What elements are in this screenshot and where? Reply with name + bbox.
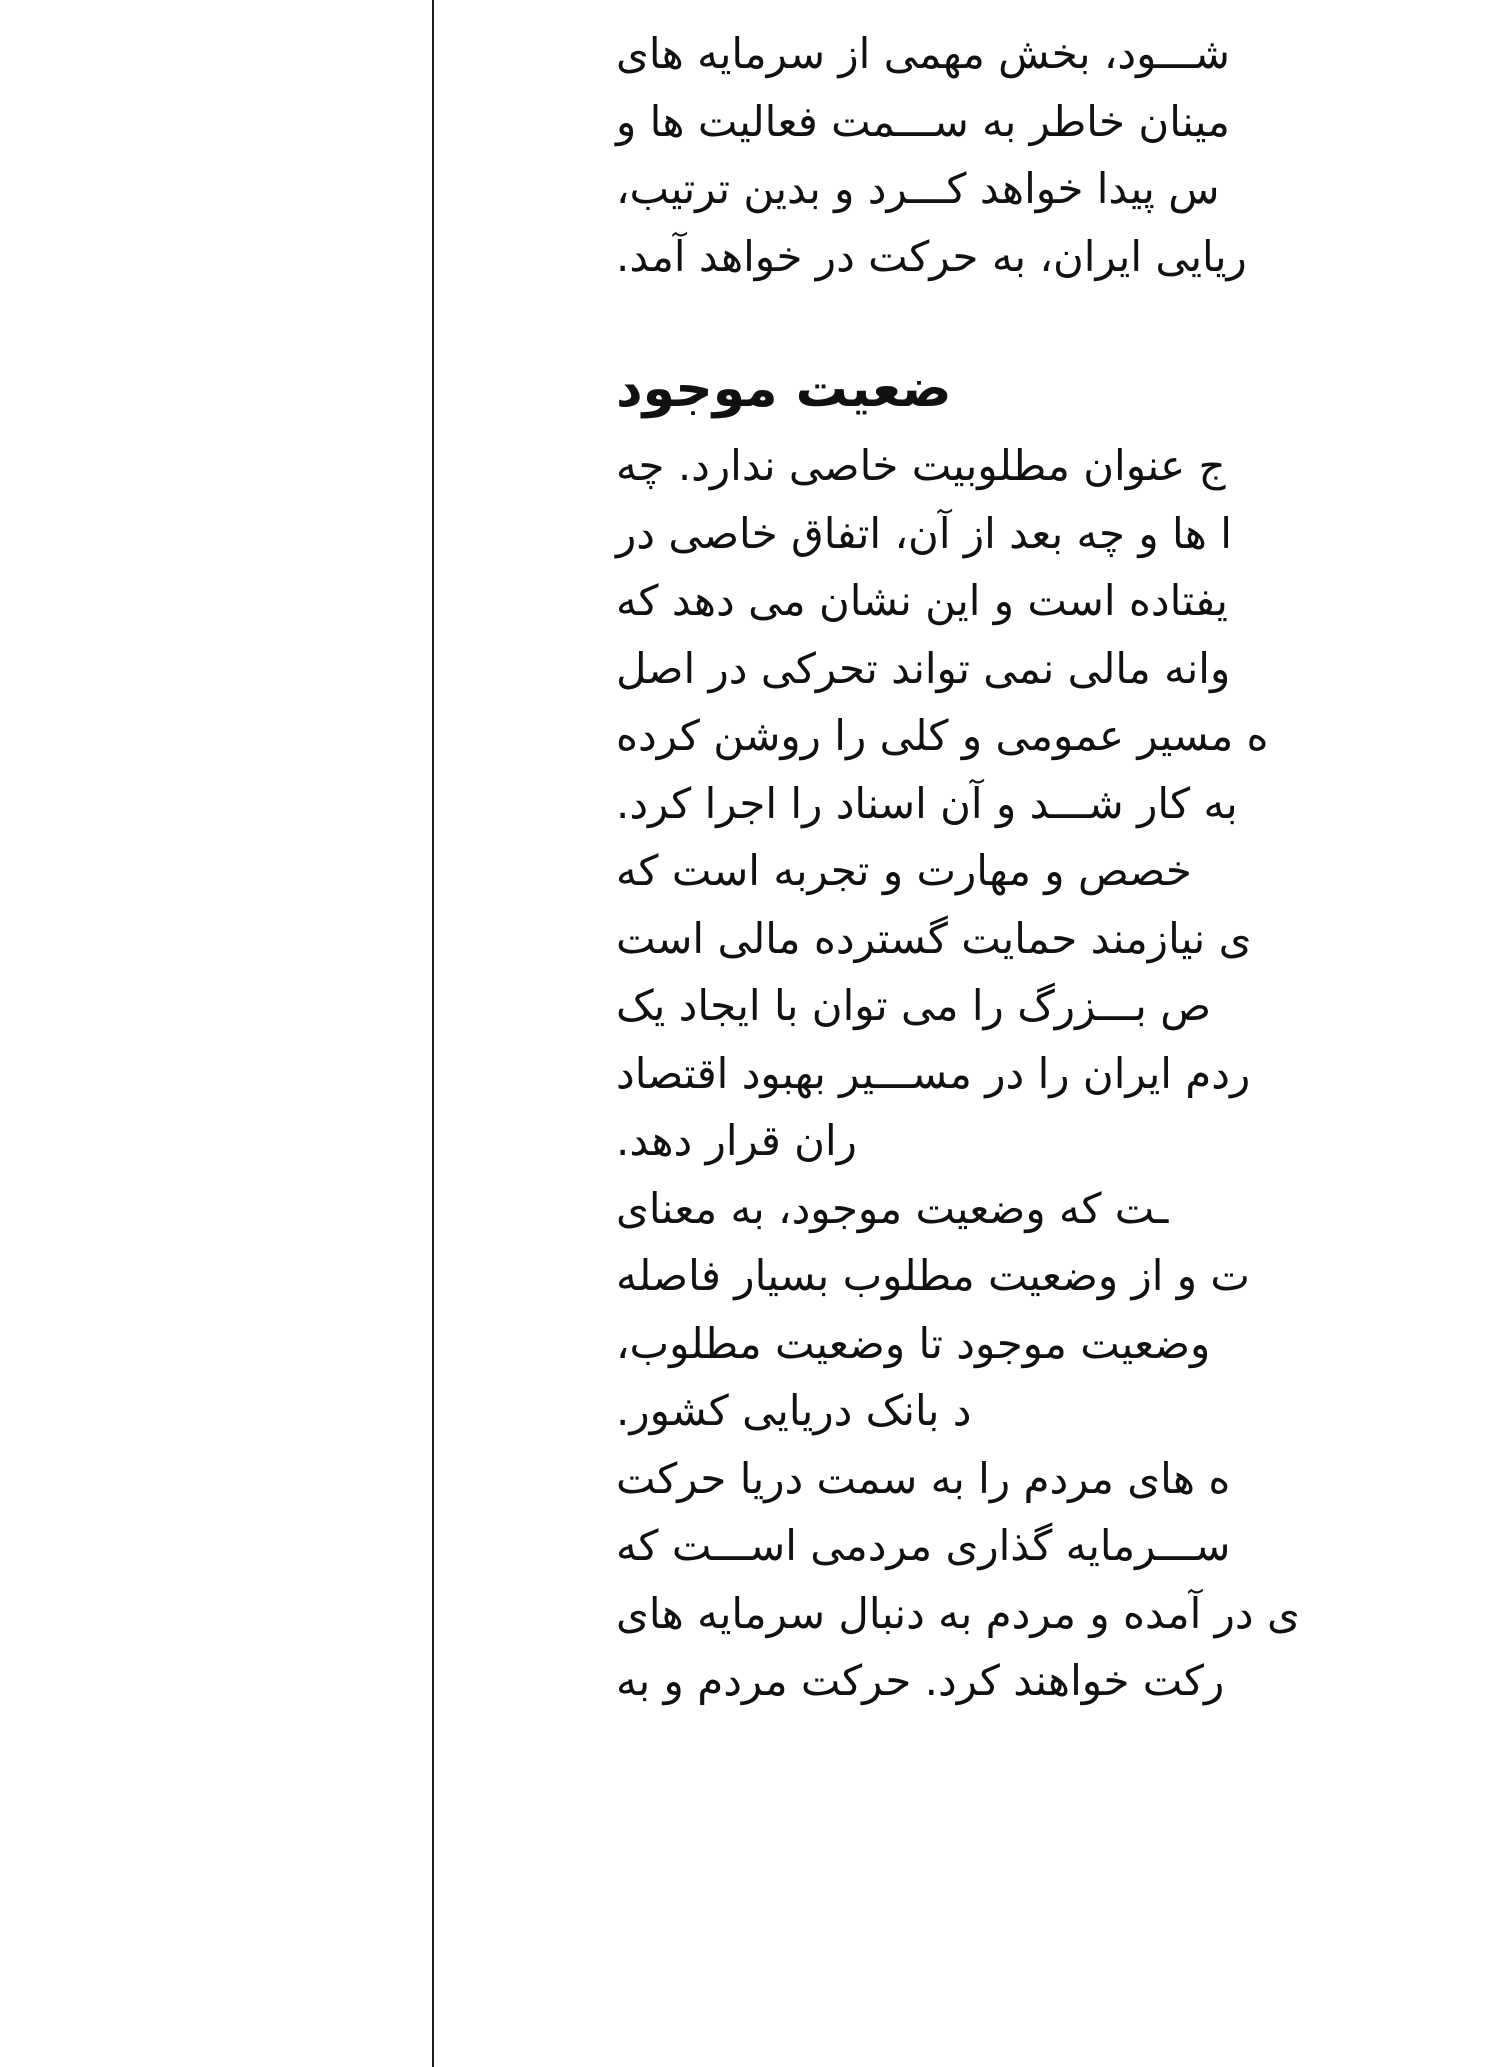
text-line	[0, 88, 312, 156]
text-line: وانه مالی نمی تواند تحرکی در اصل	[616, 643, 1231, 693]
text-line	[0, 1370, 312, 1438]
left-column	[0, 0, 432, 2067]
text-line	[0, 493, 312, 561]
text-line	[0, 1033, 312, 1101]
text-line: ج عنوان مطلوبیت خاصی ندارد. چه	[616, 441, 1226, 490]
text-line: ه مسیر عمومی و کلی را روشن کرده	[616, 711, 1269, 760]
text-line	[0, 1100, 312, 1168]
section-gap	[616, 290, 1500, 346]
text-line: شـــود، بخش مهمی از سرمایه های	[616, 29, 1230, 78]
text-line	[0, 1640, 312, 1708]
text-line	[0, 695, 312, 763]
text-line: ت و از وضعیت مطلوب بسیار فاصله	[616, 1251, 1250, 1300]
text-line: به کار شـــد و آن اسناد را اجرا کرد.	[616, 778, 1238, 828]
text-line	[0, 1168, 312, 1236]
text-line: ریایی ایران، به حرکت در خواهد آمد.	[616, 231, 1247, 281]
text-line	[0, 1505, 312, 1573]
right-column-text	[616, 20, 1500, 1715]
text-line: ص بـــزرگ را می توان با ایجاد یک	[616, 981, 1211, 1030]
text-line: ی نیازمند حمایت گسترده مالی است	[616, 913, 1252, 963]
left-column-text	[0, 20, 312, 1708]
text-line	[0, 965, 312, 1033]
body-paragraph	[616, 432, 1500, 1715]
text-line: ا ها و چه بعد از آن، اتفاق خاصی در	[616, 508, 1232, 558]
text-line	[0, 1303, 312, 1371]
text-line: ســـرمایه گذاری مردمی اســـت که	[616, 1521, 1231, 1570]
intro-paragraph	[616, 20, 1500, 290]
text-line	[0, 898, 312, 966]
text-line: ردم ایران را در مســـیر بهبود اقتصاد	[616, 1048, 1251, 1098]
text-line: د بانک دریایی کشور.	[616, 1386, 972, 1435]
text-line	[0, 223, 312, 291]
text-line: ران قرار دهد.	[616, 1116, 857, 1165]
right-column	[434, 0, 1500, 2067]
text-line: ـت که وضعیت موجود، به معنای	[616, 1183, 1169, 1233]
text-line	[0, 628, 312, 696]
text-line: یفتاده است و این نشان می دهد که	[616, 576, 1228, 625]
text-line	[0, 560, 312, 628]
text-line	[0, 155, 312, 223]
text-line	[0, 1573, 312, 1641]
text-line	[0, 20, 312, 88]
section-heading: ضعیت موجود	[616, 359, 952, 419]
text-line	[0, 1235, 312, 1303]
text-line	[0, 1438, 312, 1506]
text-line	[0, 763, 312, 831]
text-line: ی در آمده و مردم به دنبال سرمایه های	[616, 1588, 1300, 1638]
text-line: مینان خاطر به ســـمت فعالیت ها و	[616, 96, 1230, 146]
text-line: وضعیت موجود تا وضعیت مطلوب،	[616, 1318, 1211, 1368]
text-line: خصص و مهارت و تجربه است که	[616, 846, 1192, 895]
text-line: ه های مردم را به سمت دریا حرکت	[616, 1453, 1231, 1503]
text-line	[0, 290, 312, 358]
text-line: رکت خواهند کرد. حرکت مردم و به	[616, 1656, 1225, 1705]
text-line	[0, 830, 312, 898]
text-line: س پیدا خواهد کـــرد و بدین ترتیب،	[616, 164, 1220, 213]
text-line	[0, 425, 312, 493]
text-line	[0, 358, 312, 426]
